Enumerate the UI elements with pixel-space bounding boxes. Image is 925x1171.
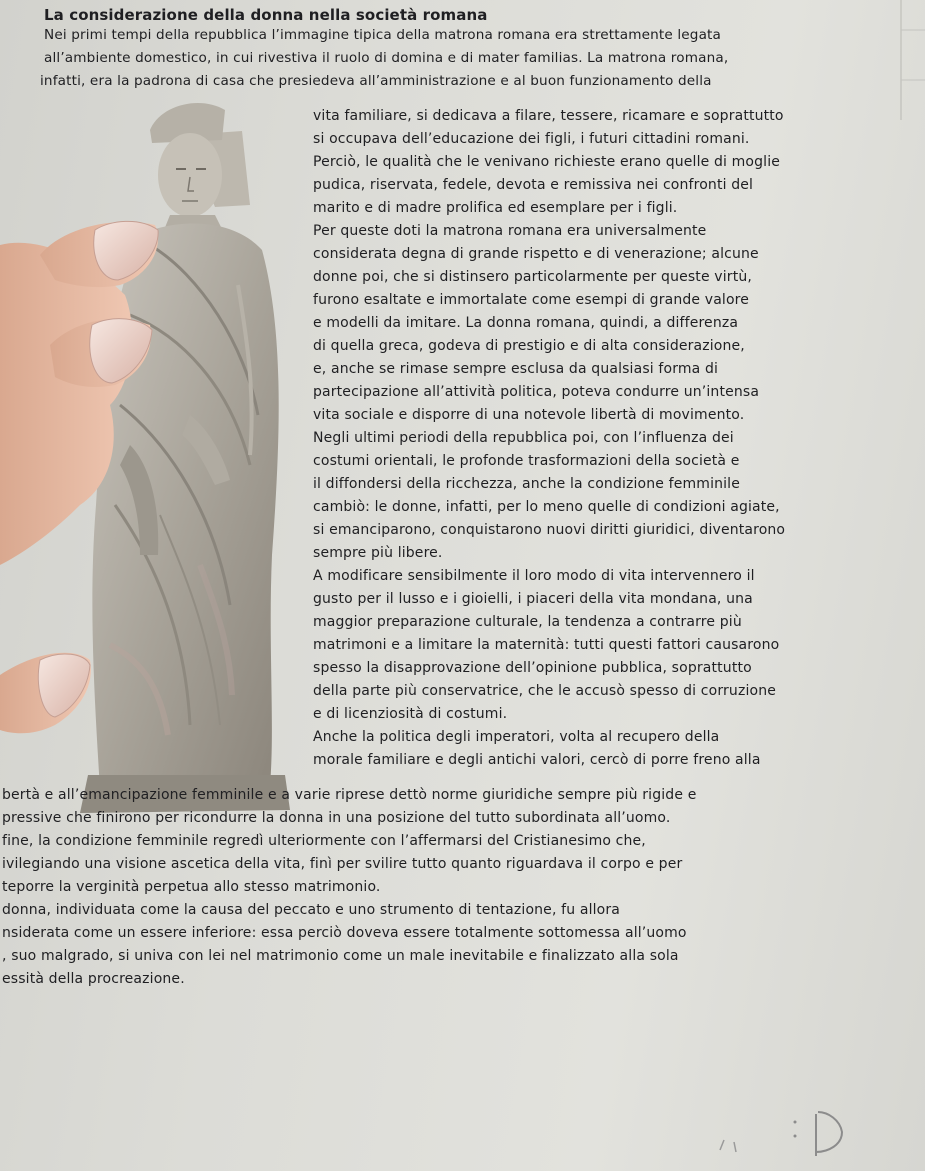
- pencil-marks: [700, 1100, 900, 1160]
- column-line: cambiò: le donne, infatti, per lo meno quelle di condizioni agiate,: [313, 499, 780, 515]
- column-line: Anche la politica degli imperatori, volta al recupero della: [313, 729, 720, 745]
- column-line: spesso la disapprovazione dell’opinione pubblica, soprattutto: [313, 660, 752, 676]
- column-line: costumi orientali, le profonde trasformazioni della società e: [313, 453, 740, 469]
- column-line: donne poi, che si distinsero particolarmente per queste virtù,: [313, 269, 752, 285]
- roman-matron-statue-illustration: [0, 85, 312, 825]
- intro-line: Nei primi tempi della repubblica l’immagine tipica della matrona romana era strettamente legata: [44, 27, 722, 43]
- column-line: sempre più libere.: [313, 545, 443, 561]
- column-line: partecipazione all’attività politica, poteva condurre un’intensa: [313, 384, 760, 400]
- column-line: matrimoni e a limitare la maternità: tutti questi fattori causarono: [313, 637, 780, 653]
- bottom-line: fine, la condizione femminile regredì ulteriormente con l’affermarsi del Cristianesimo che,: [2, 833, 646, 849]
- statue-figure: [80, 103, 290, 813]
- bottom-line: , suo malgrado, si univa con lei nel matrimonio come un male inevitabile e finalizzato alla sola: [2, 948, 679, 964]
- column-line: vita sociale e disporre di una notevole libertà di movimento.: [313, 407, 745, 423]
- page-margin-lines: [895, 0, 925, 120]
- column-line: e, anche se rimase sempre esclusa da qualsiasi forma di: [313, 361, 719, 377]
- column-line: della parte più conservatrice, che le accusò spesso di corruzione: [313, 683, 776, 699]
- column-line: morale familiare e degli antichi valori, cercò di porre freno alla: [313, 752, 761, 768]
- column-line: Per queste doti la matrona romana era universalmente: [313, 223, 707, 239]
- column-line: il diffondersi della ricchezza, anche la condizione femminile: [313, 476, 740, 492]
- column-line: e modelli da imitare. La donna romana, quindi, a differenza: [313, 315, 739, 331]
- intro-line: infatti, era la padrona di casa che presiedeva all’amministrazione e al buon funzionamento della: [40, 73, 712, 89]
- column-line: gusto per il lusso e i gioielli, i piaceri della vita mondana, una: [313, 591, 753, 607]
- column-line: pudica, riservata, fedele, devota e remissiva nei confronti del: [313, 177, 754, 193]
- bottom-line: nsiderata come un essere inferiore: essa perciò doveva essere totalmente sottomessa all’uomo: [2, 925, 687, 941]
- column-line: furono esaltate e immortalate come esempi di grande valore: [313, 292, 750, 308]
- column-line: si emanciparono, conquistarono nuovi diritti giuridici, diventarono: [313, 522, 786, 538]
- column-line: Negli ultimi periodi della repubblica poi, con l’influenza dei: [313, 430, 734, 446]
- bottom-line: teporre la verginità perpetua allo stesso matrimonio.: [2, 879, 381, 895]
- bottom-line: ivilegiando una visione ascetica della vita, finì per svilire tutto quanto riguardava il corpo e per: [2, 856, 683, 872]
- column-line: A modificare sensibilmente il loro modo di vita intervennero il: [313, 568, 755, 584]
- column-line: di quella greca, godeva di prestigio e di alta considerazione,: [313, 338, 745, 354]
- intro-line: all’ambiente domestico, in cui rivestiva il ruolo di domina e di mater familias. La matrona romana,: [44, 50, 729, 66]
- bottom-line: essità della procreazione.: [2, 971, 185, 987]
- column-line: vita familiare, si dedicava a filare, tessere, ricamare e soprattutto: [313, 108, 784, 124]
- column-line: considerata degna di grande rispetto e di venerazione; alcune: [313, 246, 759, 262]
- bottom-line: pressive che finirono per ricondurre la donna in una posizione del tutto subordinata all’uomo.: [2, 810, 671, 826]
- bottom-line: bertà e all’emancipazione femminile e a varie riprese dettò norme giuridiche sempre più rigide e: [2, 787, 697, 803]
- column-line: e di licenziosità di costumi.: [313, 706, 508, 722]
- column-line: maggior preparazione culturale, la tendenza a contrarre più: [313, 614, 742, 630]
- bottom-line: donna, individuata come la causa del peccato e uno strumento di tentazione, fu allora: [2, 902, 621, 918]
- document-title: La considerazione della donna nella società romana: [44, 6, 488, 24]
- column-line: Perciò, le qualità che le venivano richieste erano quelle di moglie: [313, 154, 781, 170]
- column-line: si occupava dell’educazione dei figli, i futuri cittadini romani.: [313, 131, 750, 147]
- column-line: marito e di madre prolifica ed esemplare per i figli.: [313, 200, 678, 216]
